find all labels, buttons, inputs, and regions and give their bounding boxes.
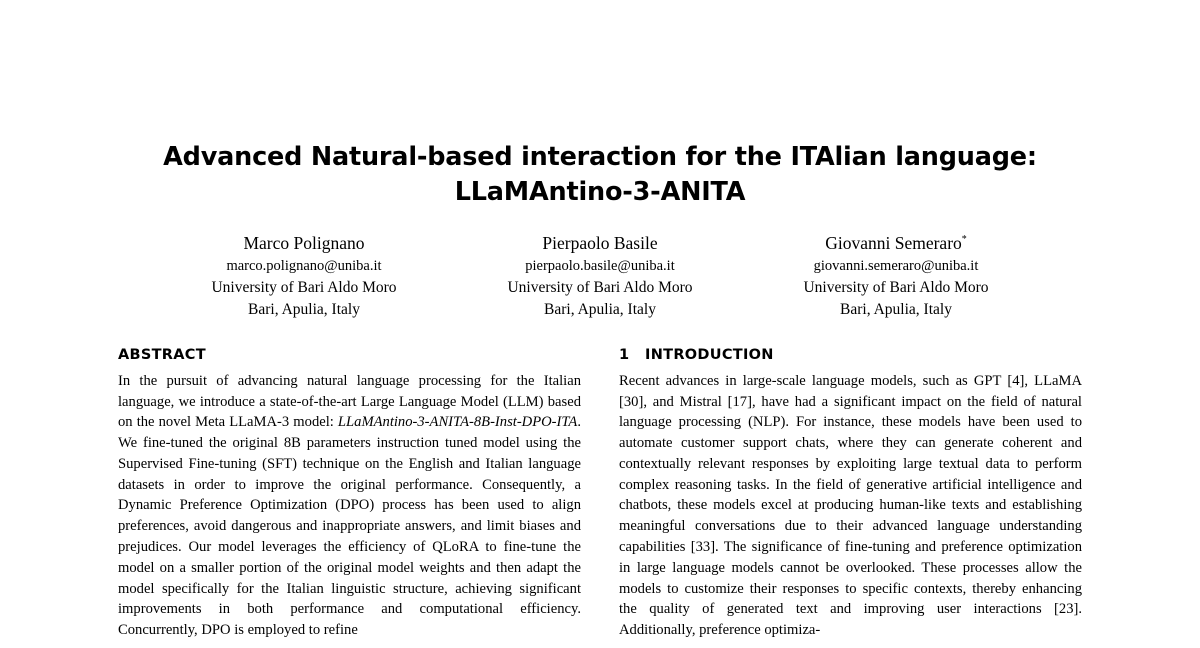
author-email[interactable]: giovanni.semeraro@uniba.it [813,258,979,275]
author-marker: * [961,234,967,246]
section-title: INTRODUCTION [645,346,774,363]
abstract-part-1: In the pursuit of advancing natural language processing for the Italian language, we introduce a state-of-the-art Large Language Model (LLM) based on the novel Meta LLaMA-3 model: [118,372,581,431]
abstract-text [118,371,581,641]
author-location: Bari, Apulia, Italy [248,300,360,318]
author-affiliation: University of Bari Aldo Moro [211,278,397,296]
model-name: LLaMAntino-3-ANITA-8B-Inst-DPO-ITA [337,414,578,431]
author-name: Pierpaolo Basile [542,233,658,254]
two-column-body [118,347,1082,641]
right-column [619,347,1082,641]
left-column [118,347,581,641]
author-location: Bari, Apulia, Italy [544,300,656,318]
author-block [748,231,1044,320]
abstract-heading: ABSTRACT [118,346,206,363]
page-title [118,140,1082,209]
author-list [118,231,1082,320]
paper-title-line-1: Advanced Natural-based interaction for the ITAlian language: [163,142,1037,172]
author-location: Bari, Apulia, Italy [840,300,952,318]
introduction-heading [619,347,1082,363]
paper-title-line-2: LLaMAntino-3-ANITA [454,176,746,207]
author-email[interactable]: marco.polignano@uniba.it [226,258,382,275]
author-name: Marco Polignano [243,233,365,254]
author-affiliation: University of Bari Aldo Moro [803,278,989,296]
author-name: Giovanni Semeraro* [825,233,967,254]
author-block [156,231,452,320]
author-affiliation: University of Bari Aldo Moro [507,278,693,296]
section-number: 1 [619,346,630,363]
author-block [452,231,748,320]
title-block [118,0,1082,321]
author-email[interactable]: pierpaolo.basile@uniba.it [525,258,675,275]
introduction-text: Recent advances in large-scale language models, such as GPT [4], LLaMA [30], and Mistral [17], have had a significant impact on the field of natural language processing (NLP). For instance, these models have been used to automate customer support chats, where they can generate coherent and contextually relevant responses by exploiting large textual data to perform complex reasoning tasks. In the field of generative artificial intelligence and chatbots, these models excel at producing human-like texts and establishing meaningful conversations due to their advanced language understanding capabilities [33]. The significance of fine-tuning and preference optimization in large language models cannot be overlooked. These processes allow the models to customize their responses to specific contexts, thereby enhancing the quality of generated text and improving user interactions [23]. Additionally, preference optimiza- [619,372,1082,639]
abstract-part-2: . We fine-tuned the original 8B parameters instruction tuned model using the Supervised Fine-tuning (SFT) technique on the English and Italian language datasets in order to improve the original performance. Consequently, a Dynamic Preference Optimization (DPO) process has been used to align preferences, avoid dangerous and inappropriate answers, and limit biases and prejudices. Our model leverages the efficiency of QLoRA to fine-tune the model on a smaller portion of the original model weights and then adapt the model specifically for the Italian linguistic structure, achieving significant improvements in both performance and computational efficiency. Concurrently, DPO is employed to refine [118,414,581,639]
